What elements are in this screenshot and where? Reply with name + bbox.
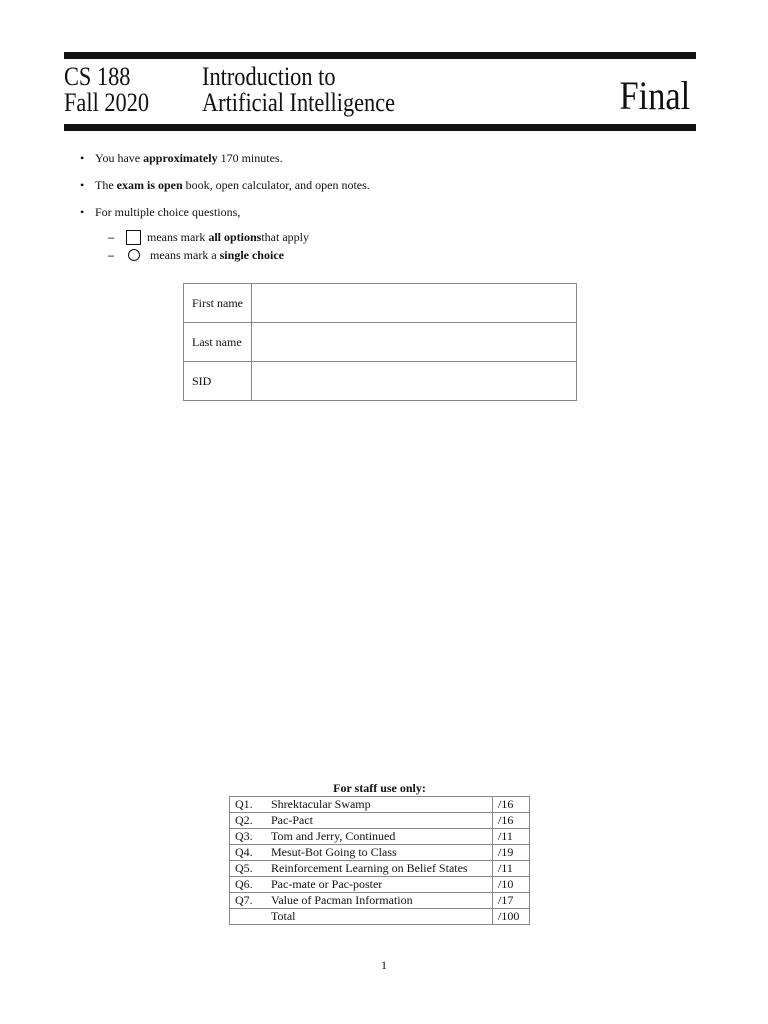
total-label: Total	[266, 909, 493, 925]
question-title: Shrektacular Swamp	[266, 797, 493, 813]
question-points: /11	[493, 829, 530, 845]
dash-marker: –	[108, 230, 114, 244]
sid-label: SID	[184, 362, 252, 401]
question-title: Mesut-Bot Going to Class	[266, 845, 493, 861]
instruction-item: • The exam is open book, open calculator, and open notes.	[80, 178, 370, 192]
question-title: Pac-mate or Pac-poster	[266, 877, 493, 893]
last-name-field[interactable]	[252, 323, 577, 362]
exam-name: Final	[619, 73, 690, 118]
instruction-item: • For multiple choice questions,	[80, 205, 241, 219]
question-title: Reinforcement Learning on Belief States	[266, 861, 493, 877]
last-name-row	[184, 323, 577, 362]
total-points: /100	[493, 909, 530, 925]
choice-legend	[108, 228, 309, 264]
course-title-line2: Artificial Intelligence	[202, 88, 396, 117]
table-row	[230, 813, 530, 829]
question-number: Q7.	[230, 893, 267, 909]
table-row	[230, 829, 530, 845]
question-number: Q2.	[230, 813, 267, 829]
table-row	[230, 893, 530, 909]
last-name-label: Last name	[184, 323, 252, 362]
table-row	[230, 861, 530, 877]
radio-icon	[128, 249, 140, 261]
student-info-table	[183, 283, 577, 401]
table-row	[230, 797, 530, 813]
page-number: 1	[381, 958, 387, 972]
checkbox-legend-item: – means mark all options that apply	[108, 230, 309, 244]
instructions-list	[80, 150, 370, 231]
first-name-field[interactable]	[252, 284, 577, 323]
staff-table-title: For staff use only:	[333, 781, 426, 795]
course-block	[64, 64, 149, 116]
first-name-row	[184, 284, 577, 323]
question-number: Q6.	[230, 877, 267, 893]
sid-field[interactable]	[252, 362, 577, 401]
question-points: /10	[493, 877, 530, 893]
question-points: /17	[493, 893, 530, 909]
question-points: /11	[493, 861, 530, 877]
question-points: /16	[493, 797, 530, 813]
table-row	[230, 845, 530, 861]
header-rule-bottom	[64, 124, 696, 131]
course-title-line1: Introduction to	[202, 62, 336, 91]
question-title: Pac-Pact	[266, 813, 493, 829]
question-number: Q1.	[230, 797, 267, 813]
bullet-icon: •	[80, 151, 85, 165]
first-name-label: First name	[184, 284, 252, 323]
table-row	[230, 877, 530, 893]
radio-legend-item: – means mark a single choice	[108, 248, 284, 262]
sid-row	[184, 362, 577, 401]
total-row	[230, 909, 530, 925]
question-number: Q5.	[230, 861, 267, 877]
header-rule-top	[64, 52, 696, 59]
instruction-item: • You have approximately 170 minutes.	[80, 151, 283, 165]
question-points: /16	[493, 813, 530, 829]
bullet-icon: •	[80, 205, 85, 219]
question-number: Q3.	[230, 829, 267, 845]
course-code: CS 188	[64, 62, 131, 91]
question-title: Value of Pacman Information	[266, 893, 493, 909]
course-term: Fall 2020	[64, 88, 150, 117]
course-title-block	[202, 64, 395, 116]
staff-score-table	[229, 796, 530, 925]
dash-marker: –	[108, 248, 114, 262]
question-number: Q4.	[230, 845, 267, 861]
question-points: /19	[493, 845, 530, 861]
bullet-icon: •	[80, 178, 85, 192]
question-number	[230, 909, 267, 925]
question-title: Tom and Jerry, Continued	[266, 829, 493, 845]
checkbox-icon	[126, 230, 141, 245]
